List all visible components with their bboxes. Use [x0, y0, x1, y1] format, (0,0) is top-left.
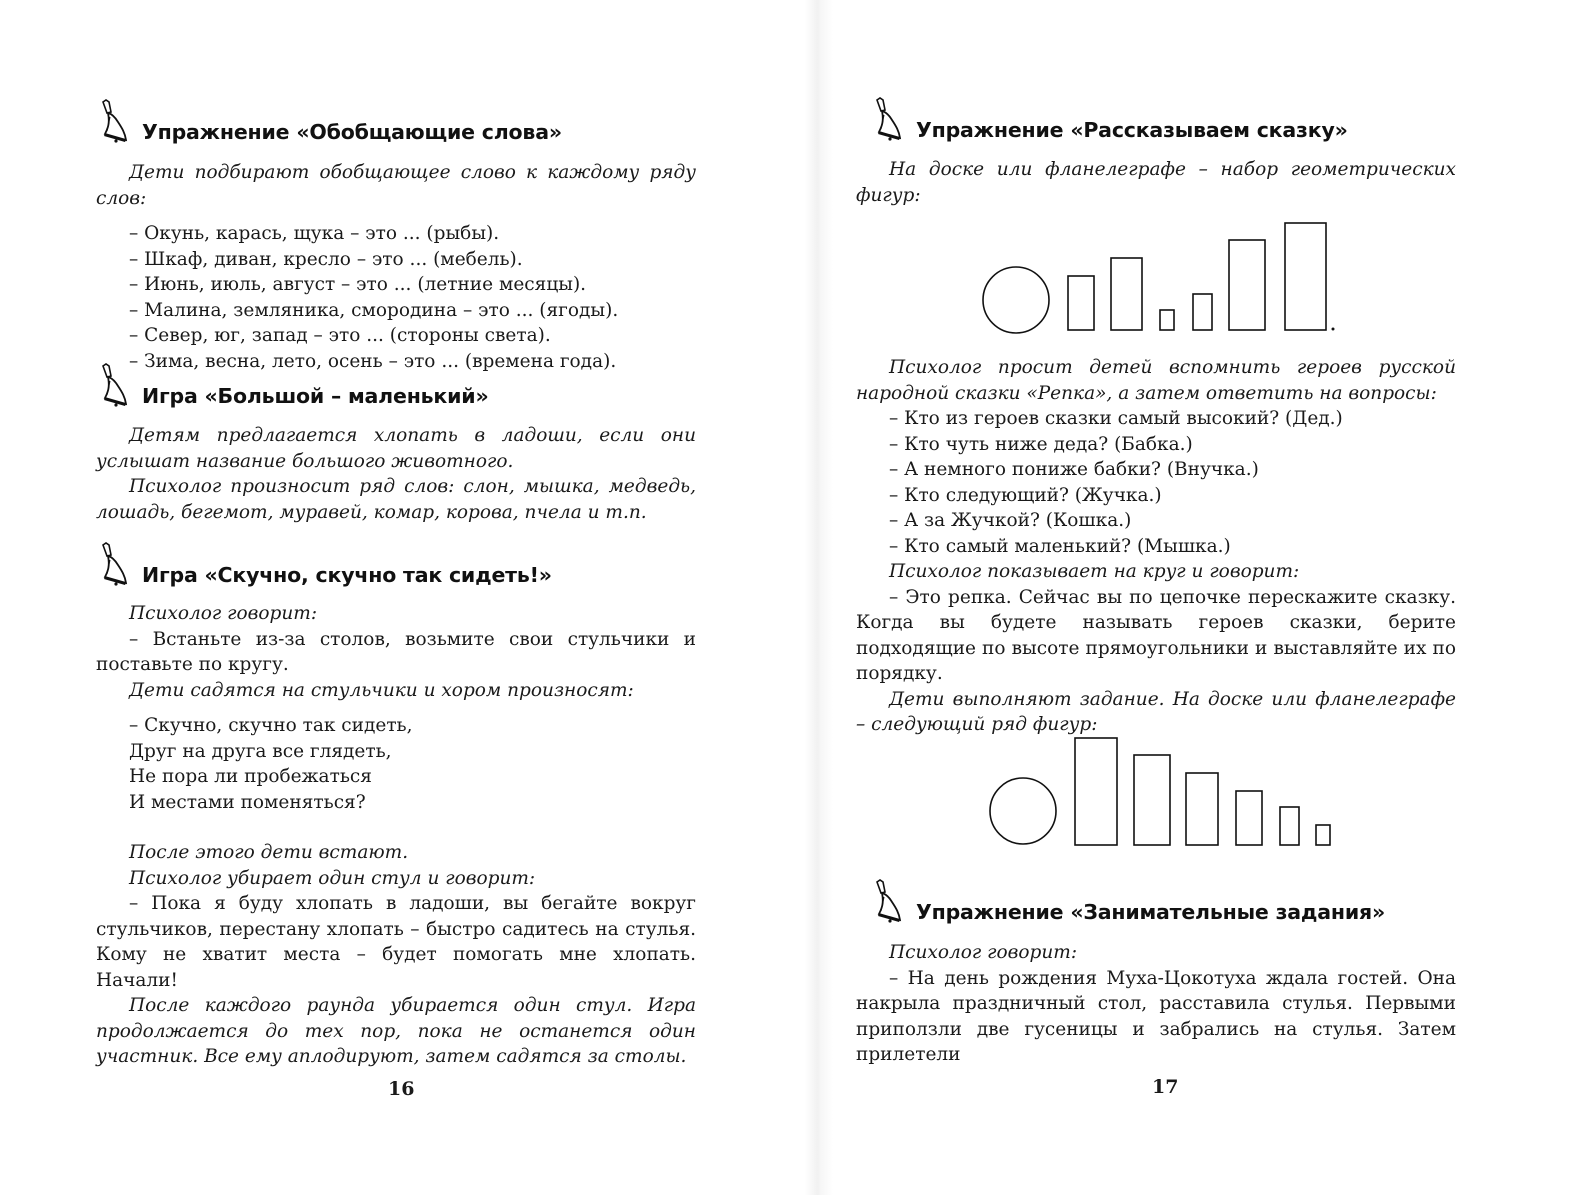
heading-text: Упражнение «Рассказываем сказку» [916, 118, 1348, 142]
figure-rectangle [1285, 223, 1326, 330]
list-item: – Север, юг, запад – это ... (стороны света). [129, 325, 551, 346]
list-item: – Шкаф, диван, кресло – это ... (мебель). [129, 248, 523, 270]
ex3-p1: Психолог говорит: [129, 603, 318, 624]
list-item: – Малина, земляника, смородина – это ... (ягоды). [129, 299, 619, 321]
list-item: – Зима, весна, лето, осень – это ... (времена года). [129, 350, 617, 372]
poem-line: Не пора ли пробежаться [129, 766, 372, 787]
poem-line: И местами поменяться? [129, 791, 366, 813]
ex5-body [856, 940, 1456, 1068]
bell-icon [96, 98, 136, 144]
figure-rectangle [1160, 310, 1174, 330]
figures-set-2 [985, 735, 1345, 850]
list-item: – А за Жучкой? (Кошка.) [889, 510, 1132, 531]
figure-rectangle [1236, 791, 1262, 845]
bell-icon [96, 362, 136, 408]
figure-rectangle [1280, 807, 1299, 845]
ex4-body [856, 355, 1456, 738]
ex3-p5: Психолог убирает один стул и говорит: [129, 867, 536, 889]
page-16 [96, 0, 721, 1195]
bell-icon [96, 541, 136, 587]
page-number: 16 [388, 1078, 415, 1100]
heading-text: Игра «Скучно, скучно так сидеть!» [142, 563, 552, 587]
bell-icon [870, 878, 910, 924]
ex4-p1: На доске или фланелеграфе – набор геометрических фигур: [856, 159, 1456, 206]
ex5-p1: Психолог говорит: [889, 942, 1078, 963]
list-item: – Кто следующий? (Жучка.) [889, 484, 1162, 506]
heading-text: Игра «Большой – маленький» [142, 384, 489, 408]
heading-text: Упражнение «Обобщающие слова» [142, 120, 562, 144]
bell-icon [870, 96, 910, 142]
heading-boring-sitting [96, 541, 552, 587]
figure-rectangle [1111, 258, 1142, 330]
list-item: – Кто из героев сказки самый высокий? (Дед.) [889, 408, 1343, 429]
page-17 [856, 0, 1495, 1195]
figure-rectangle [1229, 240, 1265, 330]
figure-circle [990, 778, 1056, 844]
ex3-p6: – Пока я буду хлопать в ладоши, вы бегайте вокруг стульчиков, перестану хлопать – быстро садитесь на стулья. Кому не хватит места – будет помогать мне хлопать. Начали! [96, 893, 696, 991]
list-item: – Окунь, карась, щука – это ... (рыбы). [129, 223, 500, 244]
figures-set-1 [980, 220, 1350, 335]
heading-text: Упражнение «Занимательные задания» [916, 900, 1386, 924]
ex5-p2: – На день рождения Муха-Цокотуха ждала гостей. Она накрыла праздничный стол, расставила стулья. Первыми приползли две гусеницы и забрались на стулья. Затем прилетели [856, 967, 1456, 1065]
list-item: – Июнь, июль, август – это ... (летние месяцы). [129, 274, 587, 295]
ex2-p2: Психолог произносит ряд слов: слон, мышка, медведь, лошадь, бегемот, муравей, комар, корова, пчела и т.п. [96, 476, 696, 523]
figure-dot [1332, 328, 1335, 331]
ex3-p3: Дети садятся на стульчики и хором произносят: [129, 679, 634, 701]
ex4-p4: – Это репка. Сейчас вы по цепочке перескажите сказку. Когда вы будете называть героев сказки, берите подходящие по высоте прямоугольники и выставляйте их по порядку. [856, 586, 1456, 684]
poem-line: – Скучно, скучно так сидеть, [129, 715, 413, 736]
ex2-body [96, 423, 696, 525]
page-number: 17 [1152, 1076, 1179, 1098]
figure-circle [983, 267, 1049, 333]
heading-fun-tasks [870, 878, 1385, 924]
figure-rectangle [1134, 755, 1170, 845]
ex4-p5: Дети выполняют задание. На доске или фланелеграфе – следующий ряд фигур: [856, 688, 1456, 735]
heading-big-small [96, 362, 489, 408]
ex4-p2: Психолог просит детей вспомнить героев русской народной сказки «Репка», а затем ответить на вопросы: [856, 357, 1456, 404]
ex1-body [96, 160, 696, 374]
heading-generalizing-words [96, 98, 562, 144]
ex3-body [96, 601, 696, 1070]
list-item: – Кто самый маленький? (Мышка.) [889, 535, 1231, 557]
list-item: – А немного пониже бабки? (Внучка.) [889, 459, 1259, 480]
figure-rectangle [1316, 825, 1330, 845]
figure-rectangle [1186, 773, 1218, 845]
ex3-p2: – Встаньте из-за столов, возьмите свои стульчики и поставьте по кругу. [96, 628, 696, 675]
ex4-intro [856, 157, 1456, 208]
figure-rectangle [1075, 738, 1117, 845]
list-item: – Кто чуть ниже деда? (Бабка.) [889, 433, 1193, 455]
poem-line: Друг на друга все глядеть, [129, 740, 392, 762]
ex2-p1: Детям предлагается хлопать в ладоши, если они услышат название большого животного. [96, 425, 696, 472]
figure-rectangle [1068, 276, 1094, 330]
ex3-p4: После этого дети встают. [129, 842, 409, 863]
ex4-p3: Психолог показывает на круг и говорит: [889, 561, 1300, 582]
ex1-intro: Дети подбирают обобщающее слово к каждому ряду слов: [96, 162, 696, 209]
book-gutter [805, 0, 833, 1195]
figure-rectangle [1193, 294, 1212, 330]
ex3-p7: После каждого раунда убирается один стул. Игра продолжается до тех пор, пока не останется один участник. Все ему аплодируют, затем садятся за столы. [96, 995, 696, 1067]
heading-tell-tale [870, 96, 1348, 142]
